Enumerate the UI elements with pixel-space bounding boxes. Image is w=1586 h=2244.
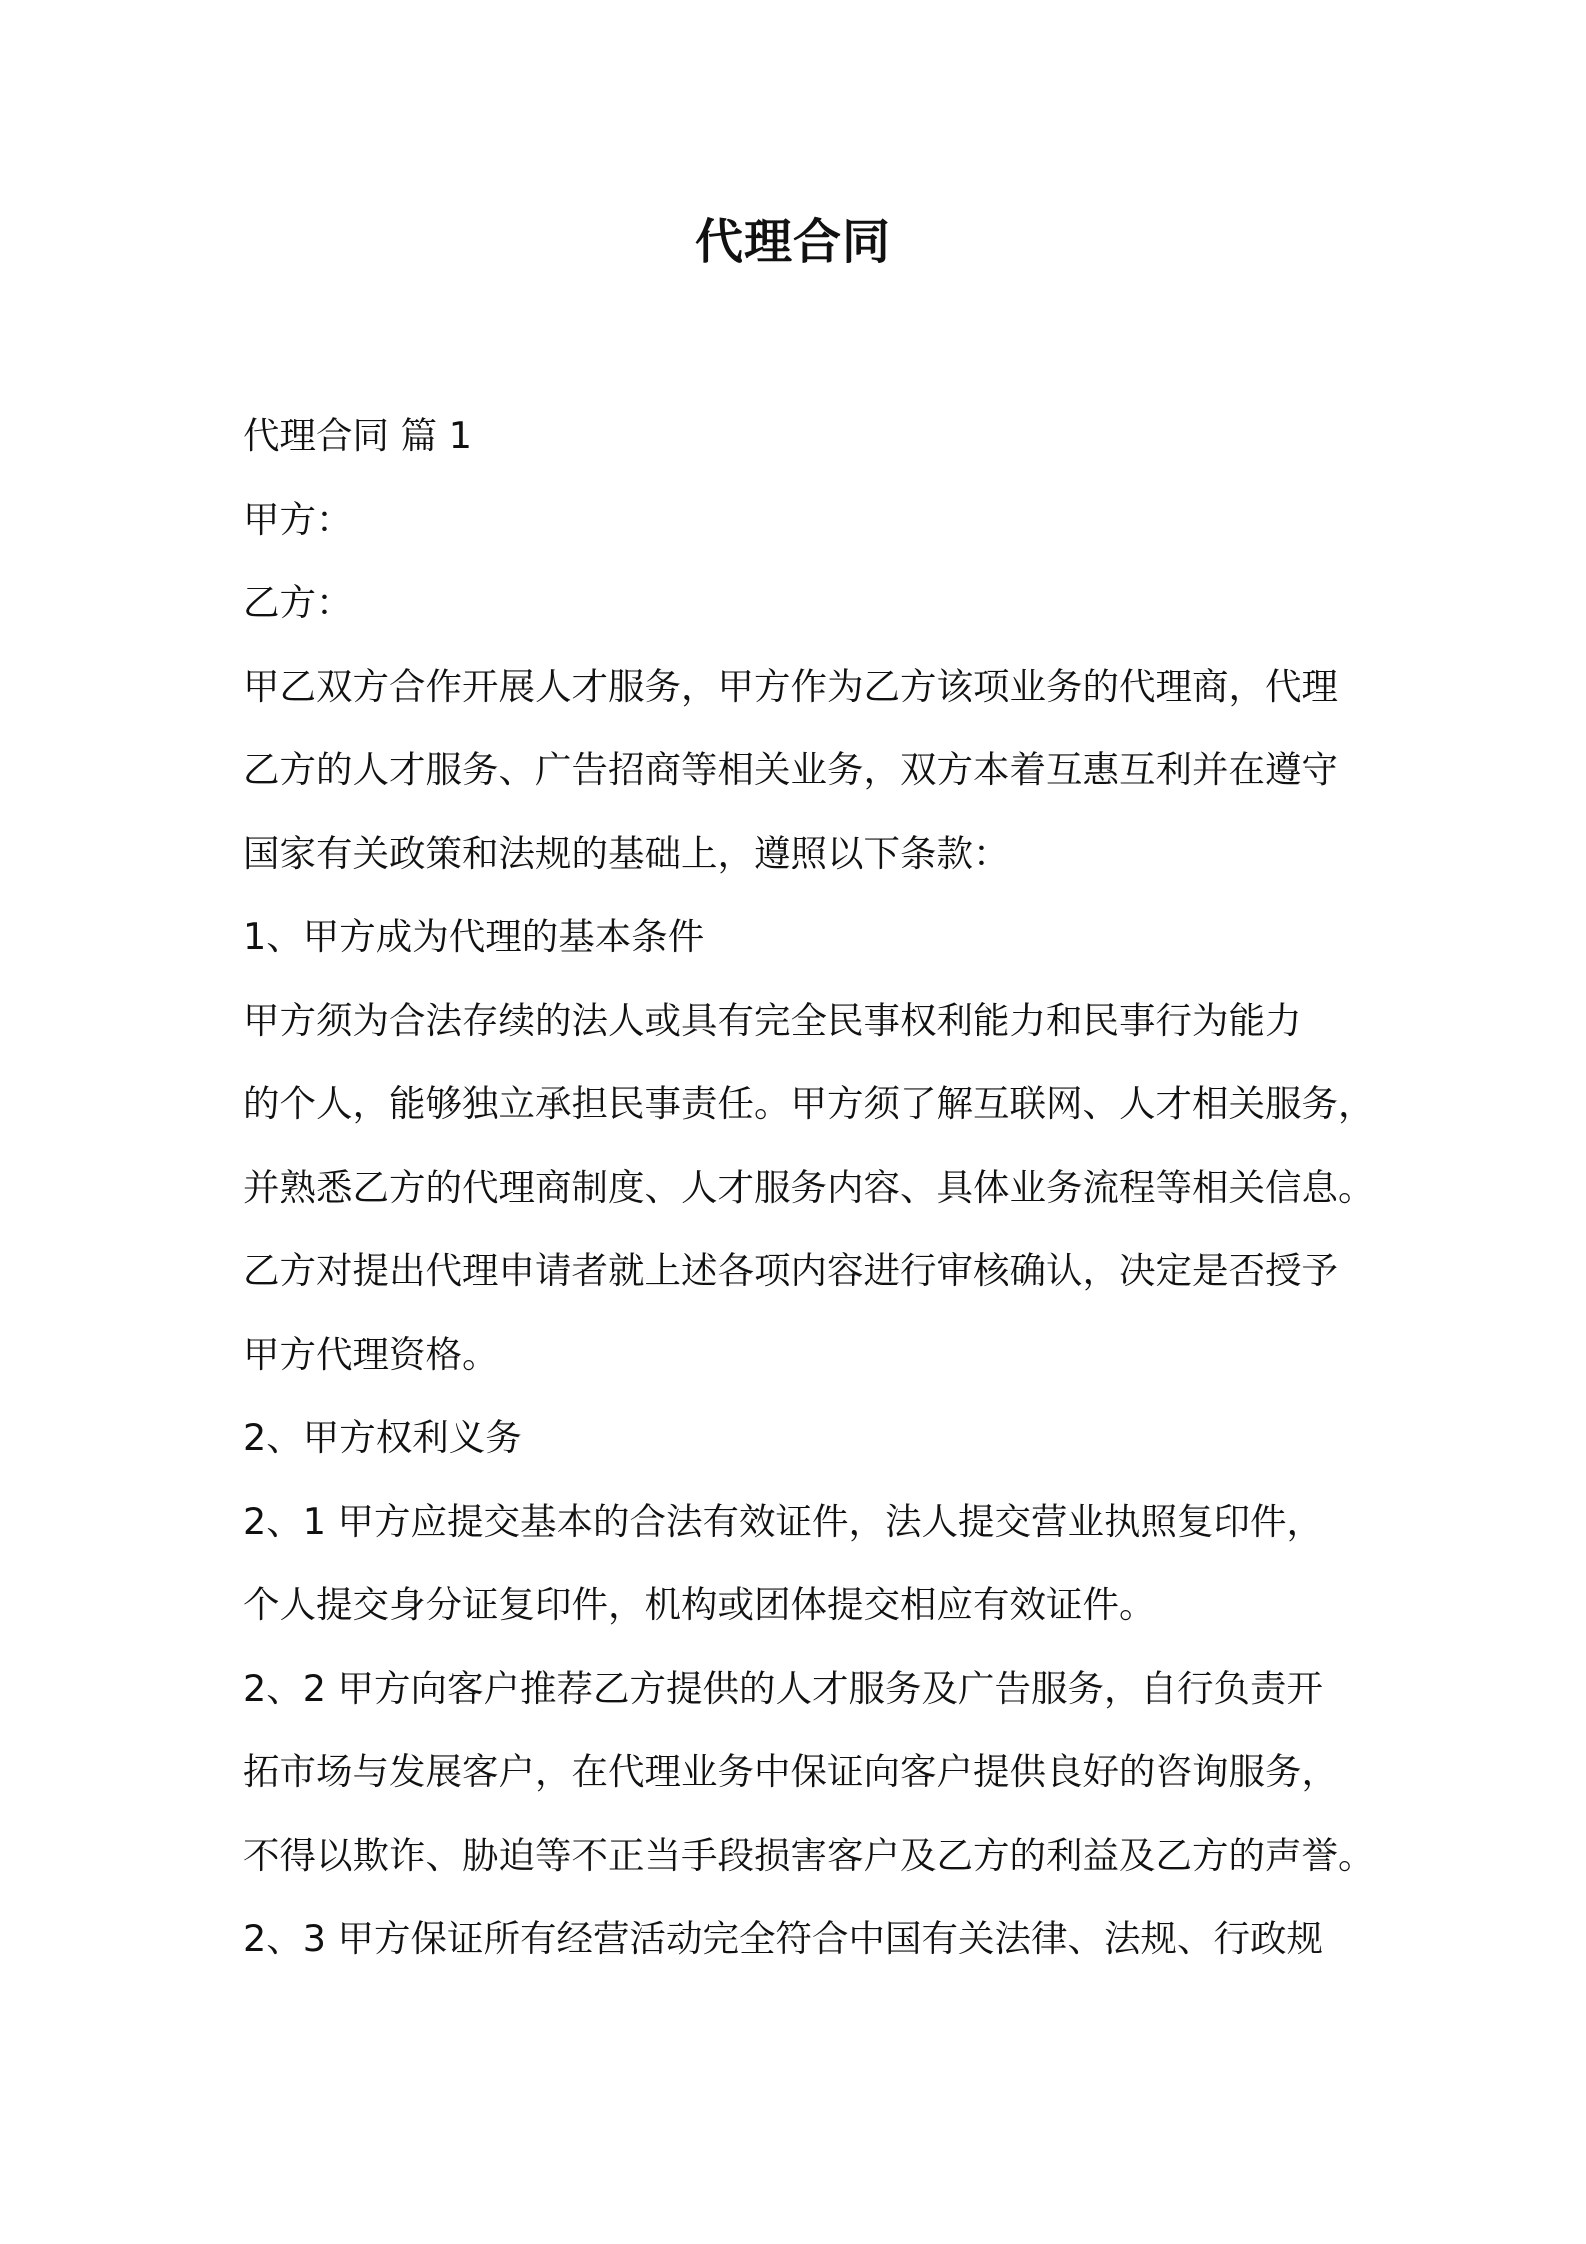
body-line: 拓市场与发展客户，在代理业务中保证向客户提供良好的咨询服务， [243, 1750, 1338, 1793]
body-line: 国家有关政策和法规的基础上，遵照以下条款： [243, 831, 1010, 875]
party-a-label: 甲方： [243, 497, 353, 541]
body-line: 甲方须为合法存续的法人或具有完全民事权利能力和民事行为能力 [243, 998, 1302, 1042]
body-line: 乙方对提出代理申请者就上述各项内容进行审核确认，决定是否授予 [243, 1249, 1338, 1292]
body-line: 甲方代理资格。 [243, 1332, 499, 1376]
clause-2-2: 2、2 甲方向客户推荐乙方提供的人才服务及广告服务，自行负责开 [243, 1666, 1324, 1710]
section-heading-2: 2、甲方权利义务 [243, 1416, 522, 1459]
body-line: 并熟悉乙方的代理商制度、人才服务内容、具体业务流程等相关信息。 [243, 1165, 1375, 1209]
clause-2-1: 2、1 甲方应提交基本的合法有效证件，法人提交营业执照复印件， [243, 1499, 1324, 1543]
body-line: 乙方的人才服务、广告招商等相关业务，双方本着互惠互利并在遵守 [243, 748, 1338, 791]
document-title: 代理合同 [694, 214, 891, 270]
clause-2-3: 2、3 甲方保证所有经营活动完全符合中国有关法律、法规、行政规 [243, 1917, 1324, 1960]
section-heading-1: 1、甲方成为代理的基本条件 [243, 915, 705, 958]
party-b-label: 乙方： [243, 581, 353, 624]
body-line: 甲乙双方合作开展人才服务，甲方作为乙方该项业务的代理商，代理 [243, 664, 1338, 708]
body-line: 的个人，能够独立承担民事责任。甲方须了解互联网、人才相关服务， [243, 1082, 1375, 1125]
heading-part-1: 代理合同 篇 1 [243, 414, 472, 457]
body-line: 不得以欺诈、胁迫等不正当手段损害客户及乙方的利益及乙方的声誉。 [243, 1833, 1375, 1877]
body-line: 个人提交身分证复印件，机构或团体提交相应有效证件。 [243, 1583, 1156, 1626]
document-body [243, 406, 1375, 1993]
